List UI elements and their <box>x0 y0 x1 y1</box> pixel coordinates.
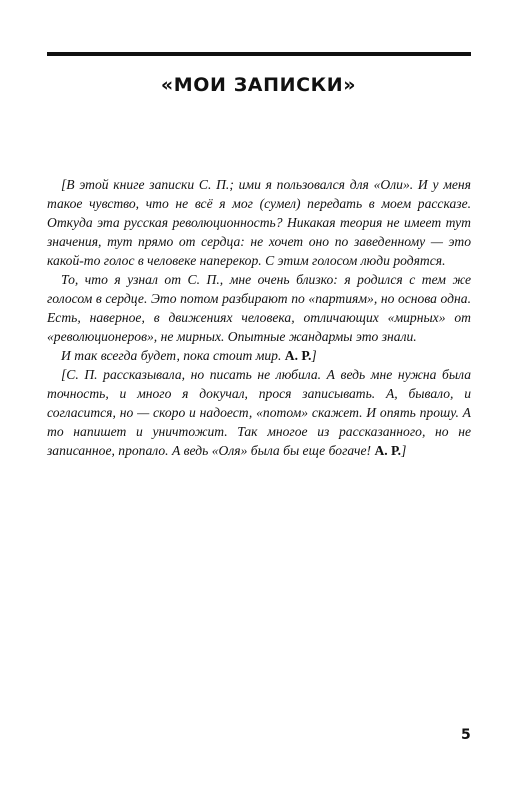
paragraph-4 <box>47 365 471 460</box>
paragraph-1-text: [В этой книге записки С. П.; ими я пользовался для «Оли». И у меня такое чувство, что не всё я мог (сумел) передать в моем рассказе. Откуда эта русская революционность? Никакая теория не имеет тут значения, тут прямо от сердца: не хочет оно по заведенному — это какой-то голос в человеке наперекор. С этим голосом люди родятся. <box>47 177 471 268</box>
chapter-title: «МОИ ЗАПИСКИ» <box>160 74 357 96</box>
body-text <box>47 175 471 460</box>
paragraph-2 <box>47 270 471 346</box>
closing-bracket: ] <box>401 443 407 458</box>
top-rule <box>47 52 471 56</box>
author-signature: А. Р. <box>284 348 312 363</box>
closing-bracket: ] <box>311 348 317 363</box>
paragraph-2-text: То, что я узнал от С. П., мне очень близко: я родился с тем же голосом в сердце. Это потом разбирают по «партиям», но основа одна. Есть, наверное, в движениях человека, отличающих «мирных» от «революционеров», не мирных. Опытные жандармы это знали. <box>47 272 471 344</box>
paragraph-1 <box>47 175 471 270</box>
paragraph-3 <box>47 346 471 365</box>
paragraph-4-text: [С. П. рассказывала, но писать не любила. А ведь мне нужна была точность, и много я докучал, прося записывать. А, бывало, и согласится, но — скоро и надоест, «потом» скажет. И опять прошу. А то напишет и уничтожит. Так многое из рассказанного, но не записанное, пропало. А ведь «Оля» была бы еще богаче! <box>47 367 471 458</box>
page-number: 5 <box>461 727 471 743</box>
author-signature: А. Р. <box>374 443 402 458</box>
paragraph-3-text: И так всегда будет, пока стоит мир. <box>61 348 285 363</box>
